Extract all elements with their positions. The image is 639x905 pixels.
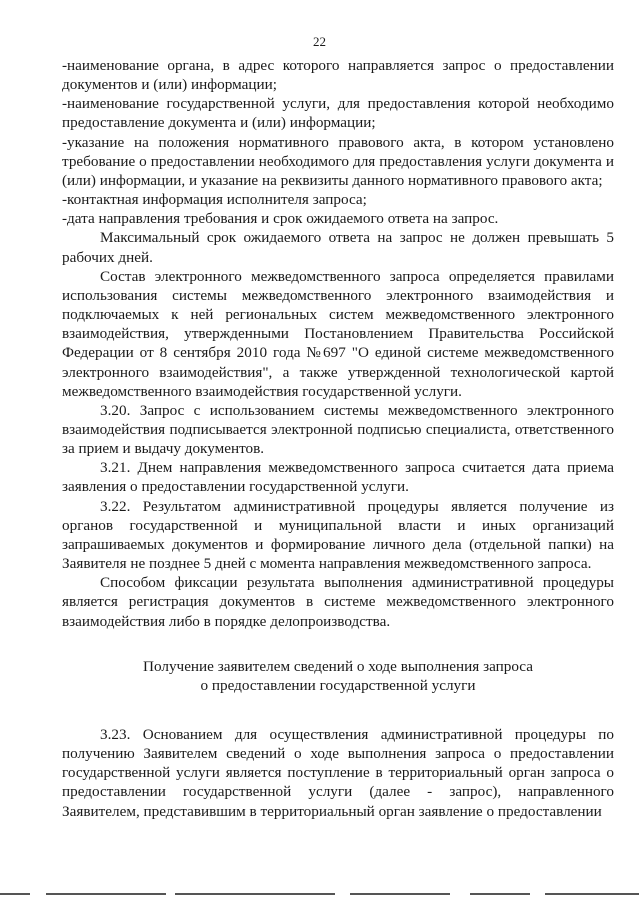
list-item-contact-info: -контактная информация исполнителя запроса; [62,191,367,209]
scan-edge-lines [0,893,639,899]
paragraph-result-fixation: Способом фиксации результата выполнения административной процедуры является регистрация документов в системе межведомственного электронного взаимодействия либо в порядке делопроизводства. [62,574,614,630]
section-heading-line-1: Получение заявителем сведений о ходе выполнения запроса [143,657,533,675]
list-item-request-date: -дата направления требования и срок ожидаемого ответа на запрос. [62,210,499,228]
list-item-legal-act: -указание на положения нормативного правового акта, в котором установлено требование о предоставлении необходимого для предоставления услуги документа и (или) информации, и указание на реквизиты данного нормативного правового акта; [62,133,614,189]
page-number: 22 [313,34,326,49]
paragraph-3-20: 3.20. Запрос с использованием системы межведомственного электронного взаимодействия подписывается электронной подписью специалиста, ответственного за прием и выдачу документов. [62,401,614,458]
document-body [62,56,614,821]
list-item-service-name: -наименование государственной услуги, для предоставления которой необходимо предоставление документа и (или) информации; [62,95,614,132]
section-heading-line-2: о предоставлении государственной услуги [200,676,476,694]
paragraph-3-21: 3.21. Днем направления межведомственного запроса считается дата приема заявления о предоставлении государственной услуги. [62,459,614,496]
section-heading [62,657,614,695]
list-item-recipient-organ: -наименование органа, в адрес которого направляется запрос о предоставлении документов и (или) информации; [62,57,614,94]
paragraph-response-deadline: Максимальный срок ожидаемого ответа на запрос не должен превышать 5 рабочих дней. [62,229,614,266]
paragraph-request-composition: Состав электронного межведомственного запроса определяется правилами использования системы межведомственного электронного взаимодействия и подключаемых к ней региональных систем межведомственного электронного взаимодействия, утвержденными Постановлением Правительства Российской Федерации от 8 сентября 2010 года №697 "О единой системе межведомственного электронного взаимодействия", а также утвержденной технологической картой межведомственного взаимодействия государственной услуги. [62,267,614,400]
paragraph-3-22: 3.22. Результатом административной процедуры является получение из органов государственной и муниципальной власти и иных организаций запрашиваемых документов и формирование личного дела (отдельной папки) на Заявителя не позднее 5 дней с момента направления межведомственного запроса. [62,497,614,573]
paragraph-3-23: 3.23. Основанием для осуществления административной процедуры по получению Заявителем сведений о ходе выполнения запроса о предоставлении государственной услуги является поступление в территориальный орган запроса о предоставлении государственной услуги (далее - запрос), направленного Заявителем, представившим в территориальный орган заявление о предоставлении [62,726,614,820]
